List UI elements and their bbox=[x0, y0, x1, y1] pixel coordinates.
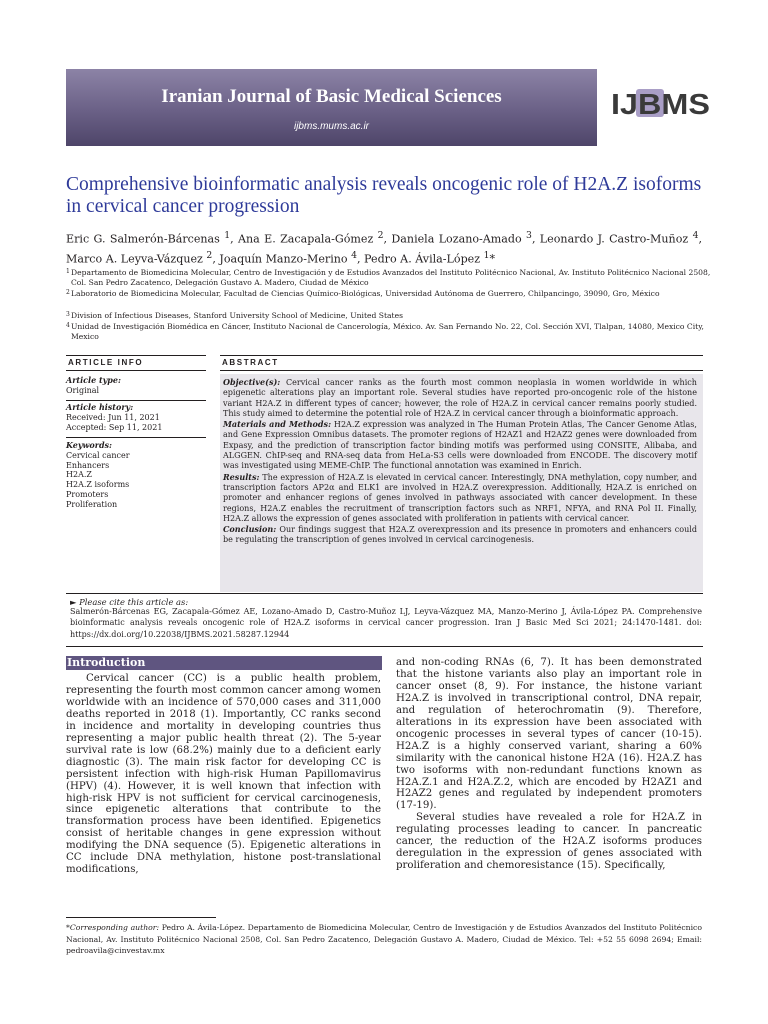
affiliation-text: Departamento de Biomedicina Molecular, Centro de Investigación y de Estudios Avanzados del Instituto Politécnico Nacional, Av. Instituto Politécnico Nacional 2508, Col. San Pedro Zacatenco, Delegación Gustavo A. Madero, Ciudad de México bbox=[71, 268, 711, 288]
keyword: Cervical cancer bbox=[66, 450, 130, 460]
footnote-label: *Corresponding author: bbox=[66, 923, 160, 932]
article-type-value: Original bbox=[66, 385, 100, 395]
affiliation-number: 1 bbox=[66, 268, 70, 275]
article-type-label: Article type: bbox=[66, 375, 121, 385]
keyword: H2A.Z bbox=[66, 470, 92, 480]
info-divider bbox=[66, 400, 206, 401]
author-list: Eric G. Salmerón-Bárcenas $^1$, Ana E. Zacapala-Gómez $^2$, Daniela Lozano-Amado $^3$, Leonardo J. Castro-Muñoz $^4$, Marco A. Leyva-Vázquez $^2$, Joaquín Manzo-Merino $^4$, Pedro A. Ávila-López $^1$* bbox=[66, 230, 702, 266]
affiliation-text: Laboratorio de Biomedicina Molecular, Facultad de Ciencias Químico-Biológicas, Universidad Autónoma de Guerrero, Chilpancingo, 39090, Gro, México bbox=[71, 289, 660, 298]
intro-paragraph: Cervical cancer (CC) is a public health problem, representing the fourth most common cancer among women worldwide with an incidence of 570,000 cases and 311,000 deaths reported in 2018 (1). Importantly, CC ranks second in incidence and mortality in developing countries thus representing a major public health threat (2). The 5-year survival rate is low (68.2%) mainly due to a deficient early diagnostic (3). The main risk factor for developing CC is persistent infection with high-risk Human Papillomavirus (HPV) (4). However, it is well known that infection with high-risk HPV is not sufficient for cervical carcinogenesis, since epigenetic alterations that contribute to the transformation process have been identified. Epigenetics consist of heritable changes in gene expression without modifying the DNA sequence (5). Epigenetic alterations in CC include DNA methylation, histone post-translational modifications, bbox=[66, 673, 381, 876]
objectives-label: Objective(s): bbox=[223, 377, 281, 387]
article-history-label: Article history: bbox=[66, 402, 134, 412]
abstract-text bbox=[223, 377, 697, 546]
affiliation-2 bbox=[66, 289, 716, 299]
intro-paragraph: Several studies have revealed a role for H2A.Z in regulating processes leading to cancer. In pancreatic cancer, the reduction of the H2A.Z isoforms produces deregulation in the expression of genes associated with proliferation and chemoresistance (15). Specifically, bbox=[396, 812, 702, 872]
affiliation-4 bbox=[66, 322, 716, 343]
abstract-sub-rule bbox=[220, 370, 703, 371]
abstract-objectives bbox=[223, 377, 697, 419]
methods-label: Materials and Methods: bbox=[223, 419, 332, 430]
citation-text: Salmerón-Bárcenas EG, Zacapala-Gómez AE, Lozano-Amado D, Castro-Muñoz LJ, Leyva-Vázquez MA, Manzo-Merino J, Ávila-López PA. Comprehensive bioinformatic analysis reveals oncogenic role of H2A.Z isoforms in cervical cancer progression. Iran J Basic Med Sci 2021; 24:1470-1481. doi: https://dx.doi.org/10.22038/IJBMS.2021.58287.12944 bbox=[70, 607, 702, 639]
info-divider bbox=[66, 437, 206, 438]
article-info-heading: ARTICLE INFO bbox=[68, 358, 144, 367]
affiliation-text: Division of Infectious Diseases, Stanford University School of Medicine, United States bbox=[71, 311, 404, 320]
intro-paragraph: and non-coding RNAs (6, 7). It has been demonstrated that the histone variants also play an important role in cancer onset (8, 9). For instance, the histone variant H2A.Z is involved in transcriptional control, DNA repair, and regulation of heterochromatin (9). Therefore, alterations in its expression have been associated with oncogenic processes in several types of cancer (10-15). H2A.Z is a highly conserved variant, sharing a 60% similarity with the canonical histone H2A (16). H2A.Z has two isoforms with non-redundant functions known as H2A.Z.1 and H2A.Z.2, which are encoded by H2AZ1 and H2AZ2 genes and regulated by independent promoters (17-19). bbox=[396, 657, 702, 812]
abstract-conclusion bbox=[223, 524, 697, 546]
received-date: Received: Jun 11, 2021 bbox=[66, 412, 160, 422]
conclusion-text: Our findings suggest that H2A.Z overexpression and its presence in promoters and enhancers could be regulating the transcription of genes involved in cervical carcinogenesis. bbox=[223, 525, 698, 545]
conclusion-label: Conclusion: bbox=[223, 524, 277, 535]
abstract-methods bbox=[223, 419, 697, 471]
intro-right-column bbox=[396, 657, 702, 872]
affiliation-number: 4 bbox=[66, 322, 70, 329]
objectives-text: Cervical cancer ranks as the fourth most common neoplasia in women worldwide in which epigenetic alterations play an important role. Several studies have reported pro-oncogenic role of the histone variant H2A.Z in different types of cancer; however, the role of H2A.Z in cervical cancer remains poorly studied. This study aimed to determine the potential role of H2A.Z in cervical cancer through a bioinformatic approach. bbox=[223, 378, 697, 418]
article-info-sub-rule bbox=[66, 370, 206, 371]
cite-heading: ► Please cite this article as: bbox=[70, 597, 189, 607]
keyword: Enhancers bbox=[66, 460, 110, 470]
ijbms-logo-icon bbox=[611, 87, 711, 119]
keywords-label: Keywords: bbox=[66, 440, 113, 450]
article-info-top-rule bbox=[66, 355, 206, 356]
footnote-rule bbox=[66, 917, 216, 918]
abstract-results bbox=[223, 472, 697, 524]
results-label: Results: bbox=[223, 471, 260, 482]
abstract-heading: ABSTRACT bbox=[222, 358, 279, 367]
affiliation-number: 2 bbox=[66, 289, 70, 296]
citation-bottom-rule bbox=[66, 646, 703, 647]
introduction-heading: Introduction bbox=[66, 656, 382, 670]
methods-text: H2A.Z expression was analyzed in The Human Protein Atlas, The Cancer Genome Atlas, and Gene Expression Omnibus datasets. The promoter regions of H2AZ1 and H2AZ2 genes were downloaded from Expasy, and the prediction of transcription factor binding motifs was performed using CONSITE, Alibaba, and ALGGEN. ChIP-seq and RNA-seq data from HeLa-S3 cells were downloaded from ENCODE. The discovery motif was investigated using MEME-ChIP. The functional annotation was examined in Enrich. bbox=[223, 420, 697, 471]
affiliation-1 bbox=[66, 268, 716, 289]
journal-name: Iranian Journal of Basic Medical Sciences bbox=[161, 86, 502, 107]
results-text: The expression of H2A.Z is elevated in cervical cancer. Interestingly, DNA methylation, copy number, and transcription factors AP2α and ELK1 are involved in H2A.Z overexpression. Additionally, H2A.Z is enriched on promoter and enhancer regions of genes involved in pathways associated with cancer development. In these regions, H2A.Z enables the recruitment of transcription factors such as NRF1, NFYA, and RNA Pol II. Finally, H2A.Z allows the expression of genes associated with proliferation in patients with cervical cancer. bbox=[223, 472, 697, 523]
keyword: Proliferation bbox=[66, 499, 118, 509]
article-title: Comprehensive bioinformatic analysis reveals oncogenic role of H2A.Z isoforms in cervical cancer progression bbox=[66, 174, 702, 217]
abstract-top-rule bbox=[220, 355, 703, 356]
keyword: Promoters bbox=[66, 489, 109, 499]
journal-banner bbox=[66, 69, 597, 146]
footnote-text: Pedro A. Ávila-López. Departamento de Biomedicina Molecular, Centro de Investigación y de Estudios Avanzados del Instituto Politécnico Nacional, Av. Instituto Politécnico Nacional 2508, Col. San Pedro Zacatenco, Delegación Gustavo A. Madero, Ciudad de México. Tel: +52 55 6098 2694; Email: pedroavila@cinvestav.mx bbox=[66, 923, 702, 955]
affiliation-number: 3 bbox=[66, 311, 70, 318]
journal-url[interactable]: ijbms.mums.ac.ir bbox=[293, 121, 369, 132]
accepted-date: Accepted: Sep 11, 2021 bbox=[66, 422, 163, 432]
keyword: H2A.Z isoforms bbox=[66, 480, 130, 490]
journal-logo bbox=[611, 87, 711, 119]
affiliation-3 bbox=[66, 311, 716, 321]
citation-rule bbox=[66, 593, 703, 594]
affiliation-text: Unidad de Investigación Biomédica en Cáncer, Instituto Nacional de Cancerología, México. Av. San Fernando No. 22, Col. Sección XVI, Tlalpan, 14080, Mexico City, Mexico bbox=[71, 322, 704, 342]
intro-left-column bbox=[66, 673, 381, 876]
logo-text: IJBMS bbox=[611, 89, 710, 119]
corresponding-author-footnote bbox=[66, 922, 702, 957]
